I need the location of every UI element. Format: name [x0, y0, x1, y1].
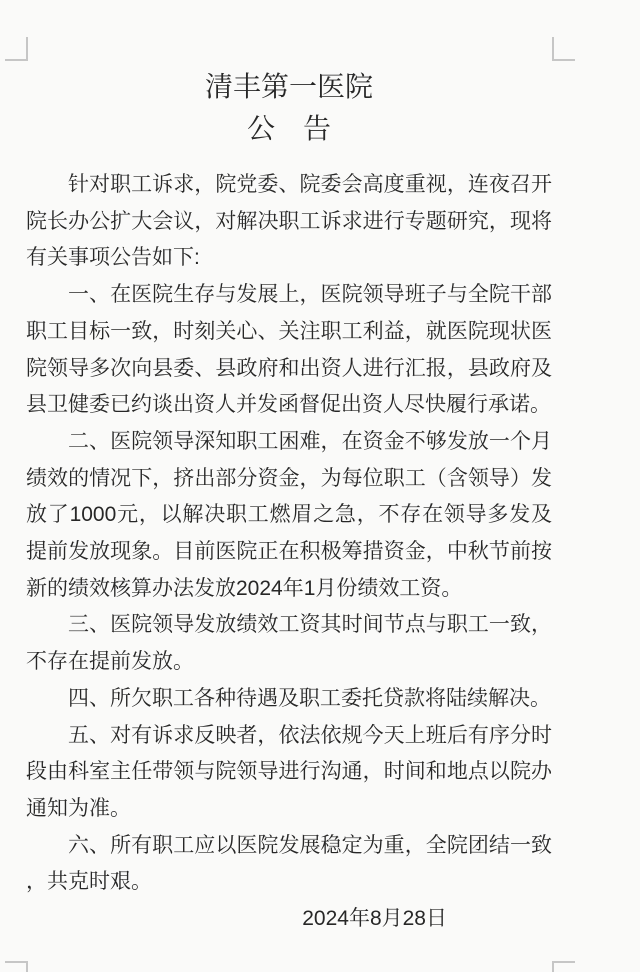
page-corner-mark-top-left — [5, 37, 28, 61]
document-subtitle: 公 告 — [246, 113, 331, 144]
document-title: 清丰第一医院 — [204, 71, 373, 102]
paragraph-intro: 针对职工诉求，院党委、院委会高度重视，连夜召开院长办公扩大会议，对解决职工诉求进行专题研究，现将有关事项公告如下: — [26, 173, 552, 270]
page-corner-mark-top-right — [552, 37, 575, 61]
paragraph-item-2: 二、医院领导深知职工困难，在资金不够发放一个月绩效的情况下，挤出部分资金，为每位职工（含领导）发放了1000元，以解决职工燃眉之急，不存在领导多发及提前发放现象。目前医院正在积极筹措资金，中秋节前按新的绩效核算办法发放2024年1月份绩效工资。 — [26, 429, 552, 600]
paragraph-item-6: 六、所有职工应以医院发展稳定为重，全院团结一致，共克时艰。 — [26, 833, 552, 894]
document-body — [26, 167, 552, 901]
page-corner-mark-bottom-left — [5, 961, 28, 972]
paragraph-item-3: 三、医院领导发放绩效工资其时间节点与职工一致，不存在提前发放。 — [26, 613, 552, 674]
paragraph-item-1: 一、在医院生存与发展上，医院领导班子与全院干部职工目标一致，时刻关心、关注职工利益，就医院现状医院领导多次向县委、县政府和出资人进行汇报，县政府及县卫健委已约谈出资人并发函督促出资人尽快履行承诺。 — [26, 283, 552, 417]
paragraph-item-4: 四、所欠职工各种待遇及职工委托贷款将陆续解决。 — [68, 686, 551, 710]
document-date: 2024年8月28日 — [302, 907, 447, 931]
paragraph-item-5: 五、对有诉求反映者，依法依规今天上班后有序分时段由科室主任带领与院领导进行沟通，时间和地点以院办通知为准。 — [26, 723, 552, 820]
announcement-document — [26, 66, 552, 938]
page-corner-mark-bottom-right — [552, 961, 575, 972]
